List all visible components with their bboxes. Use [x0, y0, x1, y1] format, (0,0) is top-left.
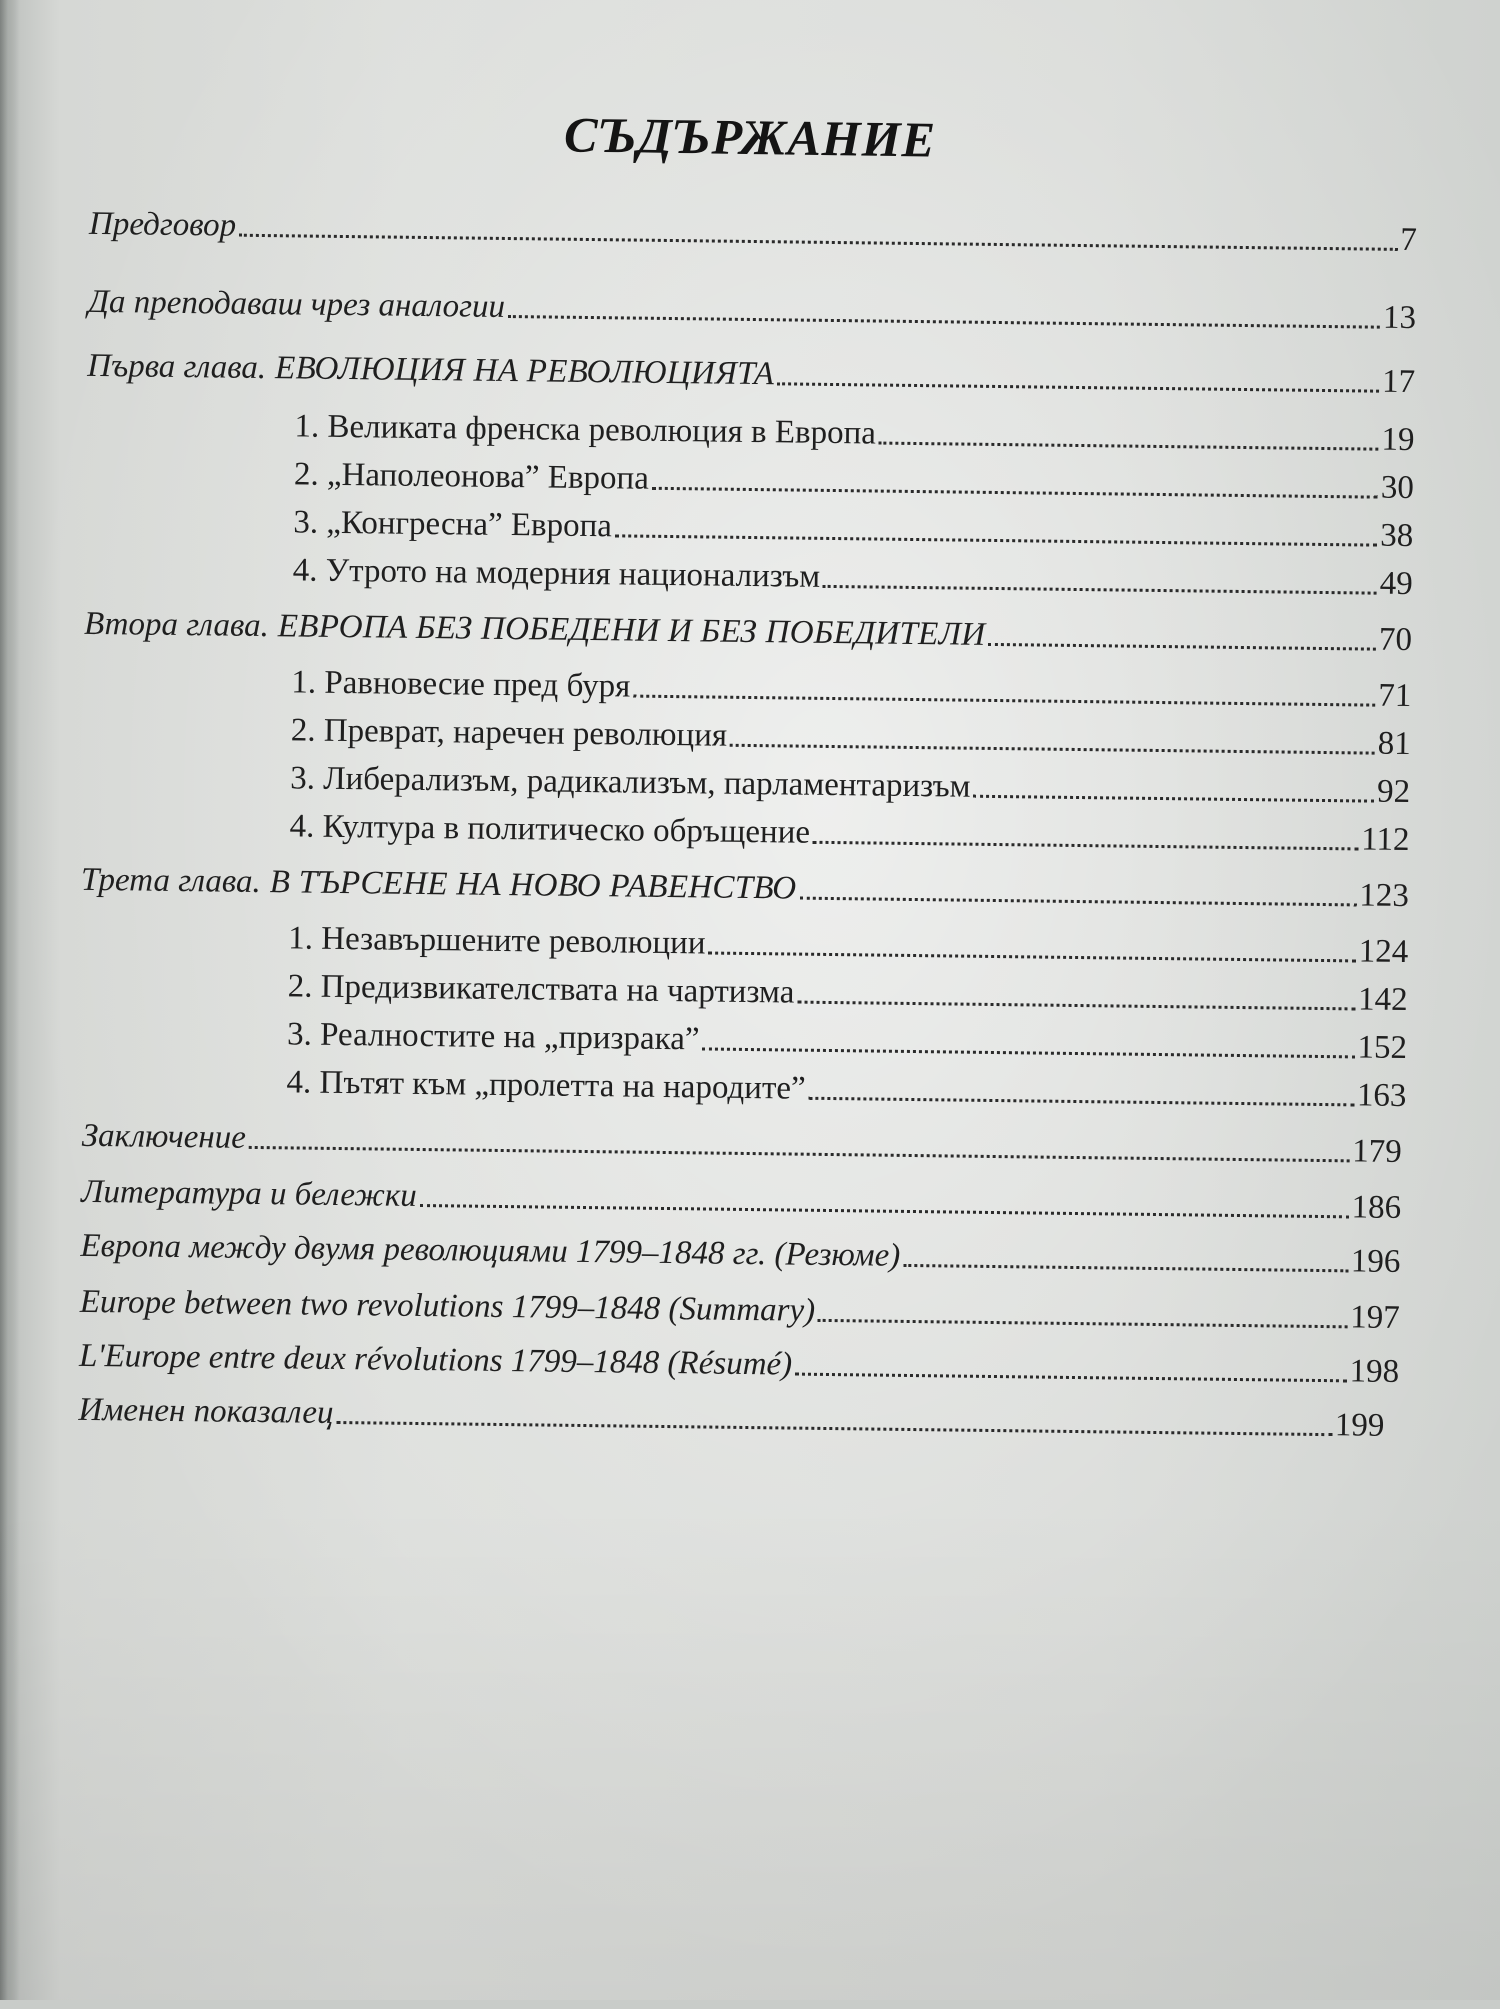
dot-leader — [903, 1264, 1348, 1272]
dot-leader — [777, 382, 1379, 392]
toc-chapter-2 — [84, 604, 1412, 660]
dot-leader — [797, 1001, 1355, 1011]
toc-subentry — [291, 710, 1411, 764]
toc-entry-summary-fr — [79, 1336, 1399, 1392]
toc-page-number: 19 — [1381, 421, 1415, 459]
toc-page-number: 112 — [1361, 821, 1410, 859]
toc-entry-teaching-by-analogies — [88, 282, 1416, 338]
toc-entry-label: 4. Култура в политическо обръщение — [289, 808, 811, 851]
toc-subentry — [286, 1062, 1406, 1116]
dot-leader — [508, 315, 1380, 329]
toc-entry-summary-en — [80, 1282, 1400, 1338]
toc-page-number: 186 — [1351, 1189, 1402, 1226]
toc-entry-label: 2. Преврат, наречен революция — [290, 712, 728, 754]
toc-subentry — [294, 454, 1414, 508]
dot-leader — [795, 1373, 1346, 1383]
toc-subentry — [289, 806, 1409, 860]
toc-entry-name-index — [78, 1390, 1384, 1446]
dot-leader — [652, 487, 1378, 499]
dot-leader — [420, 1204, 1349, 1218]
toc-entry-label: 1. Равновесие пред буря — [291, 664, 631, 705]
toc-entry-conclusion — [82, 1116, 1402, 1172]
dot-leader — [239, 234, 1397, 251]
toc-entry-label: Да преподаваш чрез аналогии — [87, 283, 506, 325]
toc-chapter-prefix: Трета глава. — [80, 861, 261, 901]
toc-entry-label: L'Europe entre deux révolutions 1799–1848 (Résumé) — [78, 1337, 793, 1383]
toc-page-number: 123 — [1359, 877, 1410, 915]
toc-entry-label: Европа между двумя революциями 1799–1848 гг. (Резюме) — [80, 1227, 901, 1274]
toc-page-number: 38 — [1380, 517, 1414, 555]
toc-entry-label: Именен показалец — [78, 1391, 334, 1431]
toc-page-number: 49 — [1379, 565, 1413, 603]
toc-entry-label: 1. Незавършените революции — [288, 920, 706, 962]
dot-leader — [799, 897, 1356, 907]
toc-entry-label: 3. Реалностите на „призрака” — [286, 1016, 700, 1058]
toc-entry-label: 4. Пътят към „пролетта на народите” — [286, 1064, 806, 1107]
dot-leader — [988, 643, 1376, 651]
toc-entry-label: 4. Утрото на модерния национализъм — [292, 552, 821, 595]
toc-subentry — [290, 758, 1410, 812]
toc-subentry — [288, 918, 1408, 972]
toc-subentry — [293, 550, 1413, 604]
toc-page-number: 71 — [1378, 677, 1412, 715]
toc-subentry — [287, 1014, 1407, 1068]
toc-page-number: 13 — [1382, 299, 1417, 337]
toc-page-number: 152 — [1357, 1029, 1408, 1067]
toc-chapter-prefix: Втора глава. — [83, 605, 270, 645]
dot-leader — [879, 442, 1379, 451]
dot-leader — [818, 1319, 1347, 1328]
toc-entry-label: 2. „Наполеонова” Европа — [293, 456, 650, 497]
dot-leader — [730, 744, 1375, 755]
toc-chapter-1 — [87, 346, 1415, 402]
toc-page-number: 163 — [1356, 1077, 1407, 1115]
toc-subentry — [293, 502, 1413, 556]
toc-page-number: 196 — [1350, 1243, 1401, 1280]
toc-entry-label: 3. „Конгресна” Европа — [293, 504, 613, 545]
dot-leader — [813, 841, 1358, 851]
toc-chapter-3 — [81, 860, 1409, 916]
toc-subentry — [294, 406, 1414, 460]
toc-chapter-prefix: Първа глава. — [87, 347, 267, 387]
dot-leader — [708, 952, 1355, 963]
toc-page-number: 17 — [1381, 363, 1416, 401]
toc-page-number: 70 — [1378, 621, 1413, 659]
toc-page-number: 30 — [1380, 469, 1415, 507]
toc-entry-preface — [89, 204, 1417, 260]
toc-entry-label: 1. Великата френска революция в Европа — [294, 408, 877, 452]
toc-subentry — [287, 966, 1407, 1020]
toc-chapter-heading: ЕВРОПА БЕЗ ПОБЕДЕНИ И БЕЗ ПОБЕДИТЕЛИ — [277, 608, 986, 653]
toc-page-number: 179 — [1352, 1133, 1402, 1170]
dot-leader — [615, 534, 1377, 546]
dot-leader — [249, 1146, 1349, 1162]
dot-leader — [823, 585, 1377, 595]
toc-chapter-heading: ЕВОЛЮЦИЯ НА РЕВОЛЮЦИЯТА — [274, 350, 775, 393]
toc-page-number: 197 — [1350, 1299, 1400, 1336]
toc-page-number: 7 — [1400, 221, 1418, 259]
toc-entry-label: Литература и бележки — [80, 1173, 417, 1214]
dot-leader — [702, 1047, 1354, 1058]
toc-entry-label: Europe between two revolutions 1799–1848 (Summary) — [79, 1283, 816, 1329]
toc-entry-label: 3. Либерализъм, радикализъм, парламентаризъм — [290, 760, 971, 805]
dot-leader — [336, 1421, 1331, 1436]
dot-leader — [809, 1097, 1354, 1107]
toc-page-number: 198 — [1349, 1353, 1400, 1390]
toc-page-number: 142 — [1357, 981, 1408, 1019]
dot-leader — [633, 695, 1375, 707]
toc-page-number: 199 — [1334, 1407, 1385, 1444]
toc-entry-label: Заключение — [81, 1117, 247, 1156]
toc-entry-label: 2. Предизвикателствата на чартизма — [287, 968, 795, 1011]
toc-entry-label: Предговор — [88, 205, 237, 244]
toc-entry-literature — [81, 1172, 1401, 1228]
toc-chapter-heading: В ТЪРСЕНЕ НА НОВО РАВЕНСТВО — [269, 864, 797, 907]
toc-page-number: 124 — [1358, 933, 1409, 971]
toc-subentry — [291, 662, 1411, 716]
toc-page-number: 92 — [1376, 773, 1411, 811]
dot-leader — [973, 795, 1374, 803]
page-title: СЪДЪРЖАНИЕ — [563, 106, 937, 168]
toc-page-number: 81 — [1377, 725, 1411, 763]
toc-entry-summary-ru — [80, 1226, 1400, 1282]
